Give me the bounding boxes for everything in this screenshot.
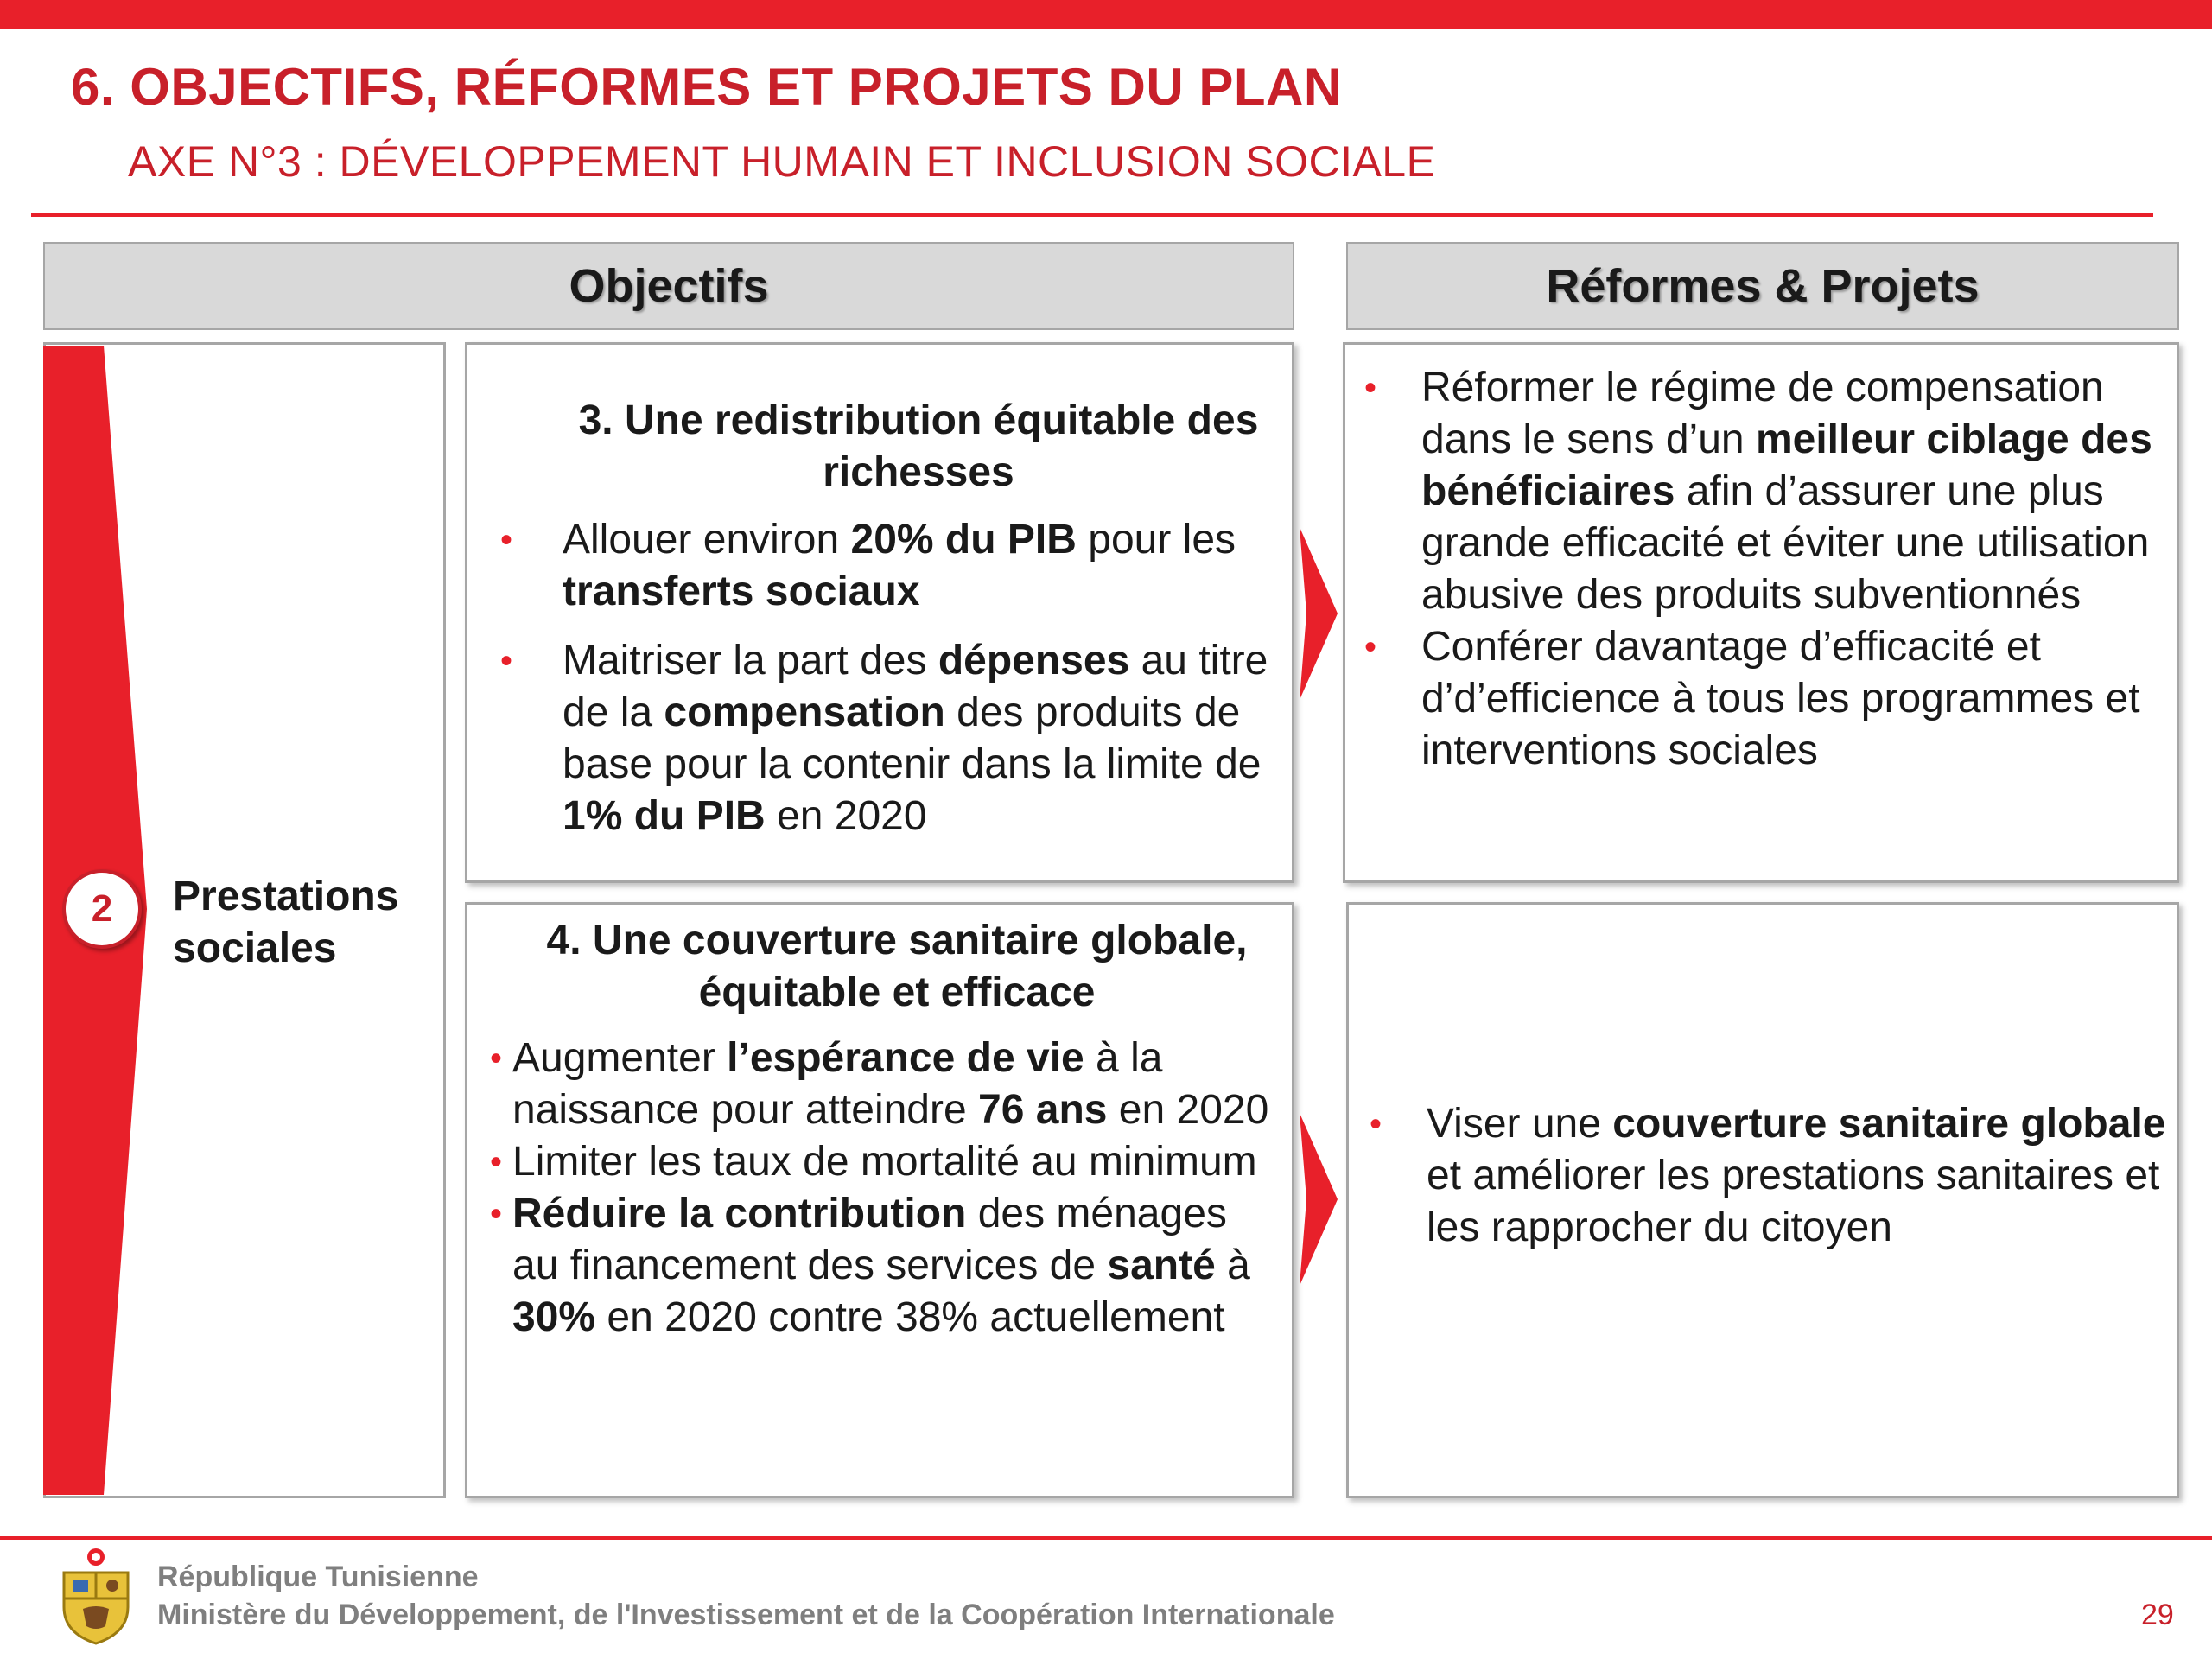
section-label-line1: Prestations [173,874,399,919]
list-item: • Limiter les taux de mortalité au minimum [490,1136,1280,1188]
footer-ministry: Ministère du Développement, de l'Investissement et de la Coopération Internationale [157,1599,1335,1631]
objective-4-title-line1: 4. Une couverture sanitaire globale, [546,918,1248,963]
footer-republic: République Tunisienne [157,1560,479,1593]
objective-3-bullets [493,514,1280,860]
section-number: 2 [91,887,113,930]
list-item: • Conférer davantage d’efficacité et d’d’efficience à tous les programmes et interventions sociales [1345,621,2168,777]
footer-divider [0,1536,2212,1540]
arrow-right-icon [1300,527,1339,700]
page-title: 6. OBJECTIFS, RÉFORMES ET PROJETS DU PLAN [71,58,1342,116]
list-item: • Allouer environ 20% du PIB pour les transferts sociaux [493,514,1280,618]
objectifs-column-header [43,242,1294,330]
reform-3-box [1343,342,2179,883]
objective-3-title [467,395,1292,499]
list-item: • Viser une couverture sanitaire globale et améliorer les prestations sanitaires et les rapprocher du citoyen [1349,1098,2168,1254]
section-label-line2: sociales [173,925,337,971]
objective-3-box [465,342,1294,883]
reform-4-bullets [1349,1098,2168,1254]
list-item: • Augmenter l’espérance de vie à la naissance pour atteindre 76 ans en 2020 [490,1033,1280,1136]
coat-of-arms-logo [57,1547,135,1647]
reformes-column-header [1346,242,2179,330]
objective-4-bullets [490,1033,1280,1344]
reformes-column-label: Réformes & Projets [1546,260,1980,312]
arrow-right-icon [1300,1113,1339,1286]
objective-3-title-line1: 3. Une redistribution équitable des [578,397,1259,443]
objective-3-title-line2: richesses [823,449,1014,495]
section-number-badge [62,869,142,949]
objective-4-box [465,902,1294,1498]
page-number: 29 [2141,1599,2174,1631]
list-item: • Réformer le régime de compensation dans le sens d’un meilleur ciblage des bénéficiaires afin d’assurer une plus grande efficacité et éviter une utilisation abusive des produits subventionnés [1345,362,2168,621]
reform-4-box [1346,902,2179,1498]
page-subtitle: AXE N°3 : DÉVELOPPEMENT HUMAIN ET INCLUSION SOCIALE [128,137,1436,186]
list-item: • Réduire la contribution des ménages au financement des services de santé à 30% en 2020 contre 38% actuellement [490,1188,1280,1344]
list-item: • Maitriser la part des dépenses au titre de la compensation des produits de base pour la contenir dans la limite de 1% du PIB en 2020 [493,635,1280,842]
section-label [173,871,398,975]
top-accent-bar [0,0,2212,29]
reform-3-bullets [1345,362,2168,777]
objective-4-title-line2: équitable et efficace [698,969,1096,1015]
objectifs-column-label: Objectifs [569,260,769,312]
objective-4-title [467,915,1292,1019]
header-divider [31,213,2153,217]
